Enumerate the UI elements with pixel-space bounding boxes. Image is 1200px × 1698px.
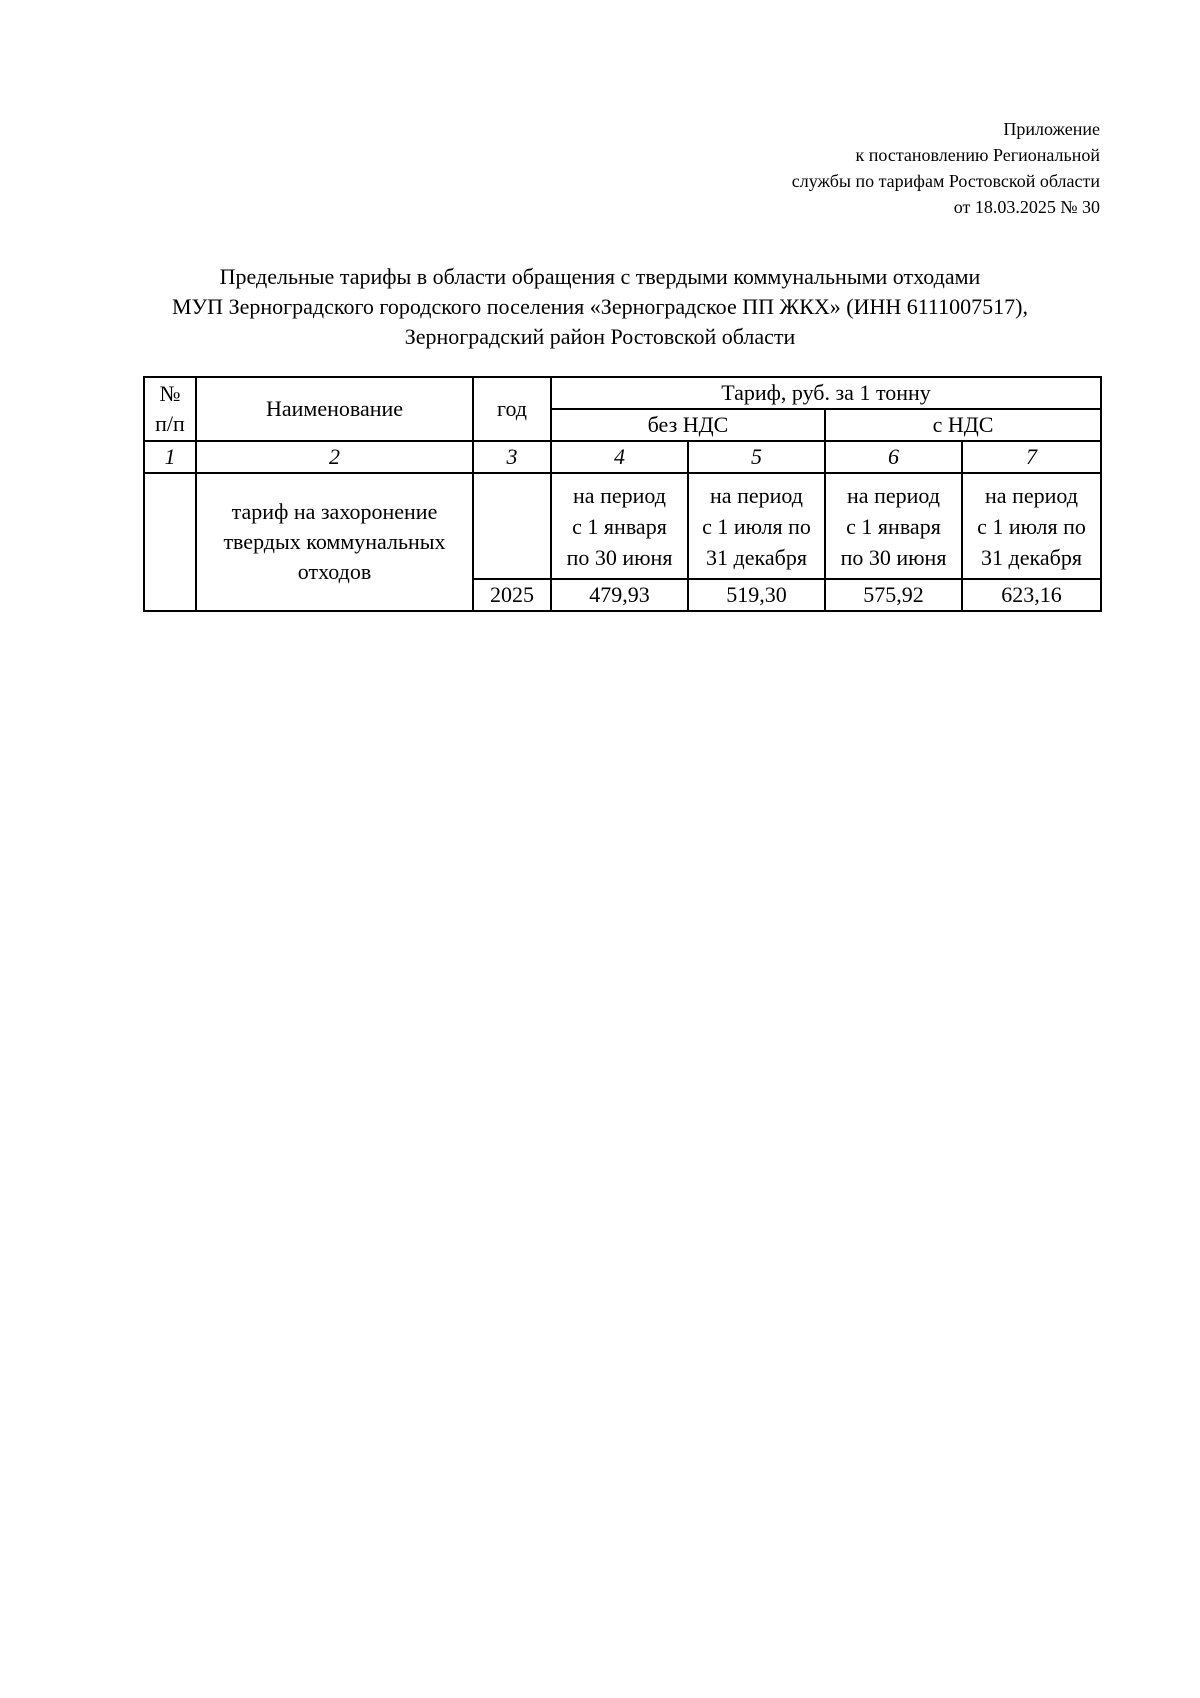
appendix-line-4: от 18.03.2025 № 30 [953,197,1100,217]
value-cell-4: 623,16 [962,579,1101,611]
header-num-cell [144,377,196,441]
column-index-6: 6 [825,441,962,473]
header-without-vat-cell: без НДС [551,409,825,441]
period-cell-2 [688,473,825,579]
period-1-line-2: с 1 января [572,513,667,539]
row-year-cell: 2025 [473,579,551,611]
period-4-line-3: 31 декабря [981,544,1082,570]
appendix-line-1: Приложение [1003,119,1100,139]
period-3-line-2: с 1 января [846,513,941,539]
period-cell-1 [551,473,688,579]
column-index-5: 5 [688,441,825,473]
value-cell-3: 575,92 [825,579,962,611]
column-index-3: 3 [473,441,551,473]
value-cell-2: 519,30 [688,579,825,611]
column-index-4: 4 [551,441,688,473]
header-tariff-cell: Тариф, руб. за 1 тонну [551,377,1101,409]
period-4-line-2: с 1 июля по [977,513,1086,539]
period-3-line-3: по 30 июня [840,544,947,570]
header-num-symbol: № [159,381,181,406]
value-cell-1: 479,93 [551,579,688,611]
header-row-1 [144,377,1101,409]
title-line-3: Зерноградский район Ростовской области [404,324,796,349]
period-2-line-2: с 1 июля по [702,513,811,539]
column-index-7: 7 [962,441,1101,473]
period-cell-4 [962,473,1101,579]
column-index-1: 1 [144,441,196,473]
column-index-2: 2 [196,441,473,473]
table-row [144,473,1101,579]
appendix-block [500,116,1100,220]
title-line-1: Предельные тарифы в области обращения с твердыми коммунальными отходами [219,264,981,289]
period-2-line-1: на период [710,482,803,508]
header-num-abbr: п/п [155,411,185,436]
period-3-line-1: на период [847,482,940,508]
appendix-line-3: службы по тарифам Ростовской области [791,171,1100,191]
period-2-line-3: 31 декабря [706,544,807,570]
appendix-line-2: к постановлению Региональной [855,145,1100,165]
header-year-cell: год [473,377,551,441]
period-cell-3 [825,473,962,579]
tariff-table [143,376,1102,612]
row-year-empty-cell [473,473,551,579]
column-index-row [144,441,1101,473]
title-line-2: МУП Зерноградского городского поселения «Зерноградское ПП ЖКХ» (ИНН 6111007517), [172,294,1028,319]
header-with-vat-cell: с НДС [825,409,1101,441]
header-name-cell: Наименование [196,377,473,441]
document-title [100,262,1100,352]
period-1-line-3: по 30 июня [566,544,673,570]
row-num-cell [144,473,196,611]
row-name-cell: тариф на захоронение твердых коммунальных отходов [196,473,473,611]
period-1-line-1: на период [573,482,666,508]
period-4-line-1: на период [985,482,1078,508]
